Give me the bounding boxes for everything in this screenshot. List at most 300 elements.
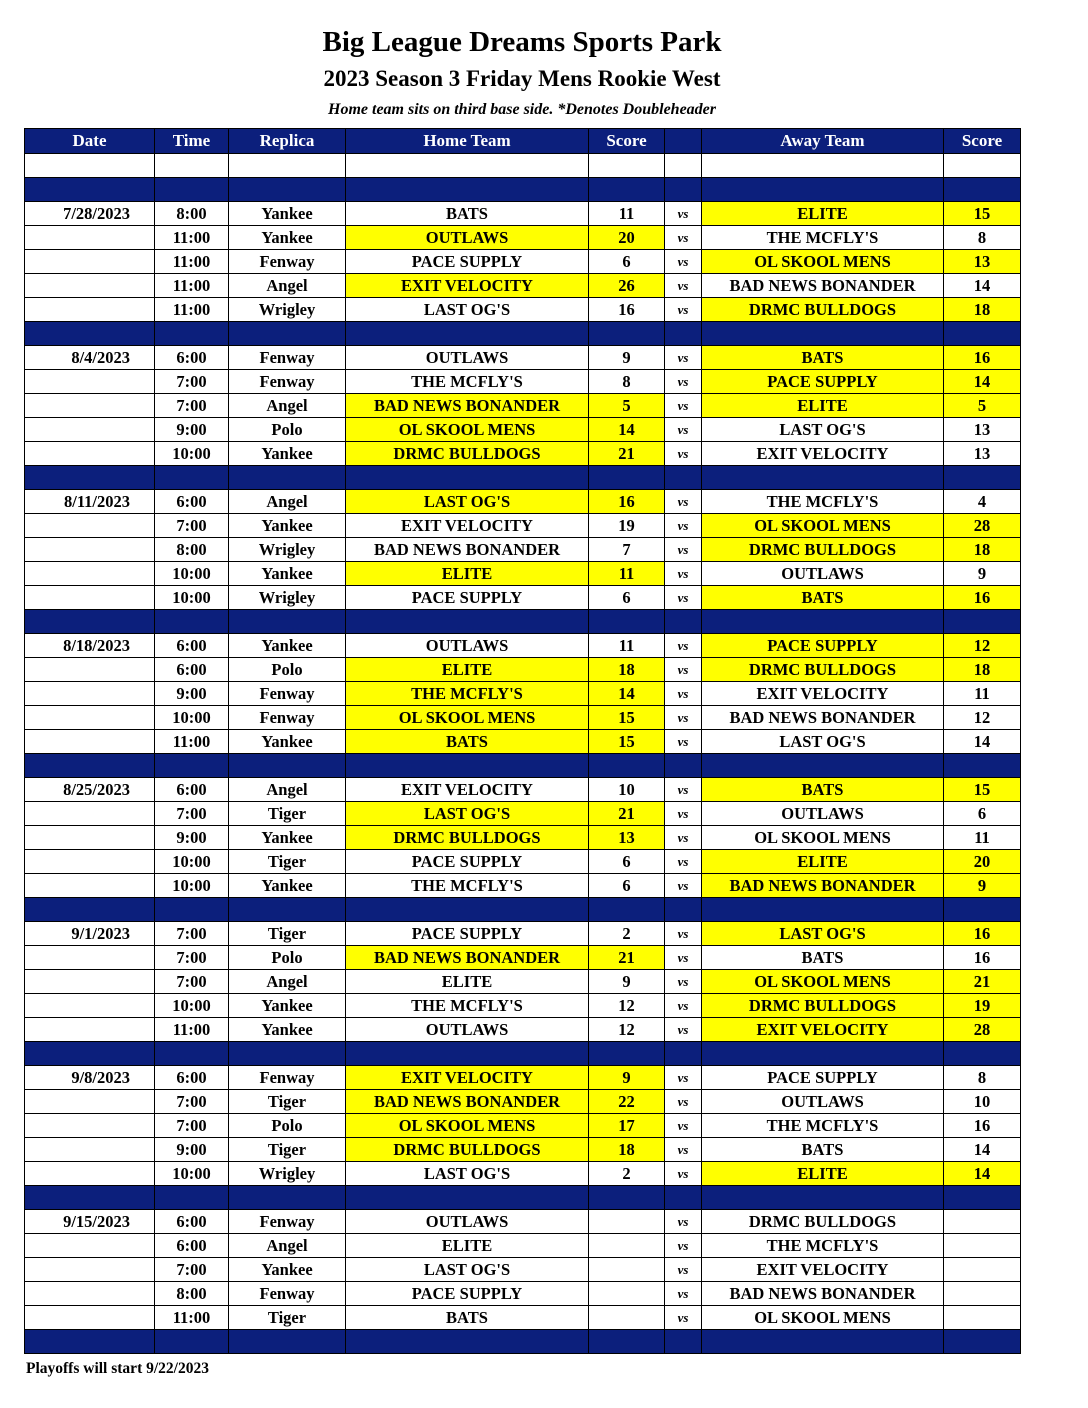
- away-score: 16: [944, 346, 1021, 370]
- game-field: Angel: [229, 778, 346, 802]
- game-time: 10:00: [155, 442, 229, 466]
- away-team: ELITE: [702, 394, 944, 418]
- home-score: 9: [589, 970, 665, 994]
- separator-band-cell: [944, 898, 1021, 922]
- away-score: [944, 1258, 1021, 1282]
- home-score: 10: [589, 778, 665, 802]
- away-team: PACE SUPPLY: [702, 634, 944, 658]
- game-date: 7/28/2023: [25, 202, 155, 226]
- away-team: THE MCFLY'S: [702, 1234, 944, 1258]
- away-score: 13: [944, 418, 1021, 442]
- game-time: 7:00: [155, 370, 229, 394]
- col-away-team: Away Team: [702, 129, 944, 154]
- game-row: [25, 1234, 1021, 1258]
- vs-label: vs: [665, 802, 702, 826]
- home-score: 16: [589, 298, 665, 322]
- away-score: 12: [944, 634, 1021, 658]
- home-team: OUTLAWS: [346, 1018, 589, 1042]
- home-team: PACE SUPPLY: [346, 850, 589, 874]
- separator-band-cell: [229, 322, 346, 346]
- away-score: 10: [944, 1090, 1021, 1114]
- away-team: EXIT VELOCITY: [702, 1018, 944, 1042]
- separator-band-cell: [25, 1042, 155, 1066]
- game-field: Yankee: [229, 226, 346, 250]
- game-date: [25, 1282, 155, 1306]
- col-away-score: Score: [944, 129, 1021, 154]
- blank-row-cell: [25, 154, 155, 178]
- away-team: BATS: [702, 1138, 944, 1162]
- separator-band-cell: [155, 754, 229, 778]
- game-row: [25, 346, 1021, 370]
- away-score: 14: [944, 370, 1021, 394]
- away-team: LAST OG'S: [702, 730, 944, 754]
- separator-band-cell: [589, 898, 665, 922]
- game-field: Angel: [229, 394, 346, 418]
- separator-band-cell: [25, 178, 155, 202]
- separator-band: [25, 898, 1021, 922]
- home-team: PACE SUPPLY: [346, 586, 589, 610]
- game-field: Fenway: [229, 1066, 346, 1090]
- home-team: PACE SUPPLY: [346, 250, 589, 274]
- game-time: 6:00: [155, 634, 229, 658]
- away-score: 14: [944, 1162, 1021, 1186]
- home-score: 9: [589, 346, 665, 370]
- game-field: Fenway: [229, 1210, 346, 1234]
- separator-band-cell: [155, 1042, 229, 1066]
- game-row: [25, 274, 1021, 298]
- home-score: [589, 1234, 665, 1258]
- vs-label: vs: [665, 1090, 702, 1114]
- season-subtitle: 2023 Season 3 Friday Mens Rookie West: [323, 66, 721, 91]
- separator-band-cell: [665, 754, 702, 778]
- away-score: 19: [944, 994, 1021, 1018]
- vs-label: vs: [665, 1114, 702, 1138]
- vs-label: vs: [665, 346, 702, 370]
- game-field: Angel: [229, 970, 346, 994]
- away-score: 16: [944, 586, 1021, 610]
- vs-label: vs: [665, 658, 702, 682]
- home-score: 6: [589, 586, 665, 610]
- vs-label: vs: [665, 826, 702, 850]
- game-time: 9:00: [155, 418, 229, 442]
- game-time: 10:00: [155, 850, 229, 874]
- vs-label: vs: [665, 946, 702, 970]
- away-score: 12: [944, 706, 1021, 730]
- separator-band: [25, 322, 1021, 346]
- home-score: 7: [589, 538, 665, 562]
- game-date: [25, 538, 155, 562]
- vs-label: vs: [665, 874, 702, 898]
- game-row: [25, 1138, 1021, 1162]
- home-score: 9: [589, 1066, 665, 1090]
- vs-label: vs: [665, 1306, 702, 1330]
- away-score: [944, 1306, 1021, 1330]
- game-row: [25, 1282, 1021, 1306]
- home-team: DRMC BULLDOGS: [346, 1138, 589, 1162]
- away-score: 18: [944, 538, 1021, 562]
- game-date: [25, 850, 155, 874]
- home-team: EXIT VELOCITY: [346, 514, 589, 538]
- game-date: [25, 1114, 155, 1138]
- blank-row-cell: [944, 154, 1021, 178]
- separator-band-cell: [944, 466, 1021, 490]
- away-score: 15: [944, 778, 1021, 802]
- home-score: 2: [589, 922, 665, 946]
- vs-label: vs: [665, 634, 702, 658]
- separator-band-cell: [346, 754, 589, 778]
- home-score: 19: [589, 514, 665, 538]
- game-date: 9/1/2023: [25, 922, 155, 946]
- game-time: 10:00: [155, 1162, 229, 1186]
- game-date: [25, 1090, 155, 1114]
- separator-band-cell: [589, 754, 665, 778]
- game-row: [25, 298, 1021, 322]
- separator-band-cell: [229, 1186, 346, 1210]
- home-team: BATS: [346, 1306, 589, 1330]
- home-team: LAST OG'S: [346, 1258, 589, 1282]
- game-date: [25, 1234, 155, 1258]
- separator-band-cell: [229, 610, 346, 634]
- home-score: 14: [589, 418, 665, 442]
- home-team: OL SKOOL MENS: [346, 418, 589, 442]
- separator-band-cell: [589, 610, 665, 634]
- game-field: Yankee: [229, 826, 346, 850]
- game-row: [25, 1090, 1021, 1114]
- home-team: PACE SUPPLY: [346, 922, 589, 946]
- game-row: [25, 562, 1021, 586]
- separator-band-cell: [589, 178, 665, 202]
- separator-band-cell: [702, 466, 944, 490]
- away-score: [944, 1234, 1021, 1258]
- separator-band-cell: [944, 754, 1021, 778]
- game-time: 7:00: [155, 394, 229, 418]
- home-score: 8: [589, 370, 665, 394]
- vs-label: vs: [665, 1018, 702, 1042]
- home-team: ELITE: [346, 562, 589, 586]
- game-row: [25, 418, 1021, 442]
- away-team: LAST OG'S: [702, 418, 944, 442]
- separator-band-cell: [229, 178, 346, 202]
- game-row: [25, 1306, 1021, 1330]
- away-score: 28: [944, 514, 1021, 538]
- away-score: 21: [944, 970, 1021, 994]
- game-time: 8:00: [155, 202, 229, 226]
- game-field: Tiger: [229, 922, 346, 946]
- away-score: 8: [944, 1066, 1021, 1090]
- game-row: [25, 706, 1021, 730]
- separator-band-cell: [665, 1330, 702, 1354]
- separator-band-cell: [702, 1042, 944, 1066]
- vs-label: vs: [665, 1258, 702, 1282]
- away-score: 15: [944, 202, 1021, 226]
- home-score: 12: [589, 994, 665, 1018]
- separator-band-cell: [229, 898, 346, 922]
- home-team: OUTLAWS: [346, 1210, 589, 1234]
- blank-row-cell: [702, 154, 944, 178]
- game-row: [25, 226, 1021, 250]
- game-field: Yankee: [229, 202, 346, 226]
- separator-band-cell: [665, 1186, 702, 1210]
- vs-label: vs: [665, 514, 702, 538]
- col-vs: [665, 129, 702, 154]
- vs-label: vs: [665, 706, 702, 730]
- separator-band-cell: [25, 466, 155, 490]
- separator-band: [25, 610, 1021, 634]
- separator-band-cell: [155, 466, 229, 490]
- game-field: Angel: [229, 490, 346, 514]
- game-date: [25, 682, 155, 706]
- vs-label: vs: [665, 1162, 702, 1186]
- game-field: Fenway: [229, 370, 346, 394]
- game-date: 9/8/2023: [25, 1066, 155, 1090]
- game-row: [25, 1210, 1021, 1234]
- home-team: OUTLAWS: [346, 346, 589, 370]
- game-field: Fenway: [229, 346, 346, 370]
- home-score: 15: [589, 706, 665, 730]
- game-date: [25, 370, 155, 394]
- separator-band-cell: [589, 322, 665, 346]
- col-date: Date: [25, 129, 155, 154]
- away-team: BAD NEWS BONANDER: [702, 874, 944, 898]
- vs-label: vs: [665, 1138, 702, 1162]
- game-time: 10:00: [155, 706, 229, 730]
- separator-band-cell: [346, 466, 589, 490]
- game-field: Tiger: [229, 850, 346, 874]
- game-row: [25, 682, 1021, 706]
- game-date: [25, 1018, 155, 1042]
- separator-band-cell: [155, 898, 229, 922]
- separator-band-cell: [944, 1186, 1021, 1210]
- game-field: Polo: [229, 418, 346, 442]
- home-team: LAST OG'S: [346, 802, 589, 826]
- home-score: 11: [589, 202, 665, 226]
- away-score: 18: [944, 298, 1021, 322]
- game-row: [25, 1258, 1021, 1282]
- away-team: OUTLAWS: [702, 1090, 944, 1114]
- away-team: LAST OG'S: [702, 922, 944, 946]
- game-time: 10:00: [155, 562, 229, 586]
- away-score: 16: [944, 922, 1021, 946]
- vs-label: vs: [665, 418, 702, 442]
- separator-band-cell: [665, 178, 702, 202]
- game-date: [25, 826, 155, 850]
- game-date: 9/15/2023: [25, 1210, 155, 1234]
- game-date: [25, 274, 155, 298]
- home-team: BATS: [346, 202, 589, 226]
- home-score: [589, 1282, 665, 1306]
- vs-label: vs: [665, 730, 702, 754]
- home-score: [589, 1210, 665, 1234]
- separator-band: [25, 1330, 1021, 1354]
- game-date: [25, 730, 155, 754]
- separator-band-cell: [944, 178, 1021, 202]
- game-field: Polo: [229, 946, 346, 970]
- home-team: DRMC BULLDOGS: [346, 826, 589, 850]
- home-score: 6: [589, 874, 665, 898]
- blank-row-cell: [665, 154, 702, 178]
- away-team: DRMC BULLDOGS: [702, 1210, 944, 1234]
- game-field: Yankee: [229, 730, 346, 754]
- game-row: [25, 634, 1021, 658]
- game-date: [25, 706, 155, 730]
- away-score: 13: [944, 250, 1021, 274]
- col-home-team: Home Team: [346, 129, 589, 154]
- away-score: 4: [944, 490, 1021, 514]
- home-score: 21: [589, 802, 665, 826]
- home-team: BAD NEWS BONANDER: [346, 538, 589, 562]
- away-score: 14: [944, 1138, 1021, 1162]
- separator-band-cell: [702, 1330, 944, 1354]
- away-score: [944, 1210, 1021, 1234]
- game-row: [25, 1114, 1021, 1138]
- game-time: 7:00: [155, 946, 229, 970]
- home-score: 21: [589, 946, 665, 970]
- game-time: 6:00: [155, 346, 229, 370]
- away-team: THE MCFLY'S: [702, 490, 944, 514]
- vs-label: vs: [665, 970, 702, 994]
- game-field: Wrigley: [229, 1162, 346, 1186]
- separator-band-cell: [702, 898, 944, 922]
- game-time: 11:00: [155, 274, 229, 298]
- away-score: 28: [944, 1018, 1021, 1042]
- game-time: 9:00: [155, 826, 229, 850]
- game-row: [25, 1162, 1021, 1186]
- away-team: OUTLAWS: [702, 802, 944, 826]
- home-score: 6: [589, 250, 665, 274]
- game-field: Angel: [229, 274, 346, 298]
- game-date: [25, 442, 155, 466]
- game-time: 11:00: [155, 298, 229, 322]
- game-row: [25, 970, 1021, 994]
- blank-row: [25, 154, 1021, 178]
- away-team: BAD NEWS BONANDER: [702, 1282, 944, 1306]
- vs-label: vs: [665, 226, 702, 250]
- home-score: 17: [589, 1114, 665, 1138]
- separator-band-cell: [25, 1330, 155, 1354]
- home-team: OL SKOOL MENS: [346, 1114, 589, 1138]
- home-score: 18: [589, 658, 665, 682]
- home-score: 21: [589, 442, 665, 466]
- game-row: [25, 658, 1021, 682]
- away-score: 8: [944, 226, 1021, 250]
- game-field: Yankee: [229, 514, 346, 538]
- away-score: 16: [944, 946, 1021, 970]
- game-date: [25, 418, 155, 442]
- home-team: DRMC BULLDOGS: [346, 442, 589, 466]
- vs-label: vs: [665, 850, 702, 874]
- game-row: [25, 394, 1021, 418]
- separator-band-cell: [155, 178, 229, 202]
- separator-band: [25, 754, 1021, 778]
- game-row: [25, 586, 1021, 610]
- home-team: LAST OG'S: [346, 1162, 589, 1186]
- vs-label: vs: [665, 298, 702, 322]
- separator-band-cell: [346, 178, 589, 202]
- away-score: 11: [944, 682, 1021, 706]
- away-team: OL SKOOL MENS: [702, 826, 944, 850]
- home-score: 6: [589, 850, 665, 874]
- separator-band-cell: [944, 610, 1021, 634]
- game-time: 7:00: [155, 514, 229, 538]
- separator-band-cell: [589, 1330, 665, 1354]
- game-time: 8:00: [155, 538, 229, 562]
- home-score: 12: [589, 1018, 665, 1042]
- game-time: 7:00: [155, 1090, 229, 1114]
- away-team: THE MCFLY'S: [702, 226, 944, 250]
- game-time: 10:00: [155, 994, 229, 1018]
- game-time: 7:00: [155, 970, 229, 994]
- game-date: [25, 514, 155, 538]
- away-team: ELITE: [702, 850, 944, 874]
- separator-band-cell: [346, 1042, 589, 1066]
- game-date: [25, 1306, 155, 1330]
- home-team: EXIT VELOCITY: [346, 274, 589, 298]
- home-team: BAD NEWS BONANDER: [346, 1090, 589, 1114]
- game-time: 11:00: [155, 1018, 229, 1042]
- game-date: [25, 394, 155, 418]
- game-field: Yankee: [229, 634, 346, 658]
- game-time: 6:00: [155, 490, 229, 514]
- vs-label: vs: [665, 562, 702, 586]
- game-field: Yankee: [229, 1018, 346, 1042]
- game-field: Polo: [229, 658, 346, 682]
- blank-row-cell: [589, 154, 665, 178]
- vs-label: vs: [665, 994, 702, 1018]
- separator-band-cell: [25, 1186, 155, 1210]
- game-date: [25, 658, 155, 682]
- home-team: ELITE: [346, 970, 589, 994]
- separator-band-cell: [346, 1330, 589, 1354]
- home-team: THE MCFLY'S: [346, 682, 589, 706]
- game-row: [25, 202, 1021, 226]
- game-row: [25, 922, 1021, 946]
- separator-band-cell: [702, 322, 944, 346]
- away-score: 5: [944, 394, 1021, 418]
- separator-band-cell: [229, 754, 346, 778]
- away-team: OL SKOOL MENS: [702, 970, 944, 994]
- home-score: 26: [589, 274, 665, 298]
- game-row: [25, 874, 1021, 898]
- away-team: OL SKOOL MENS: [702, 250, 944, 274]
- home-team: LAST OG'S: [346, 490, 589, 514]
- game-row: [25, 994, 1021, 1018]
- vs-label: vs: [665, 202, 702, 226]
- home-score: 20: [589, 226, 665, 250]
- home-team: THE MCFLY'S: [346, 994, 589, 1018]
- away-team: BATS: [702, 946, 944, 970]
- vs-label: vs: [665, 682, 702, 706]
- game-row: [25, 442, 1021, 466]
- blank-row-cell: [155, 154, 229, 178]
- column-header-row: [25, 129, 1021, 154]
- away-score: 11: [944, 826, 1021, 850]
- away-team: DRMC BULLDOGS: [702, 994, 944, 1018]
- game-field: Fenway: [229, 1282, 346, 1306]
- game-field: Yankee: [229, 874, 346, 898]
- home-team: EXIT VELOCITY: [346, 778, 589, 802]
- home-team: OUTLAWS: [346, 226, 589, 250]
- away-team: PACE SUPPLY: [702, 1066, 944, 1090]
- away-score: 6: [944, 802, 1021, 826]
- game-date: 8/4/2023: [25, 346, 155, 370]
- game-date: [25, 1138, 155, 1162]
- game-date: [25, 1258, 155, 1282]
- away-team: BATS: [702, 778, 944, 802]
- game-date: 8/25/2023: [25, 778, 155, 802]
- game-field: Wrigley: [229, 298, 346, 322]
- home-score: [589, 1306, 665, 1330]
- game-date: [25, 874, 155, 898]
